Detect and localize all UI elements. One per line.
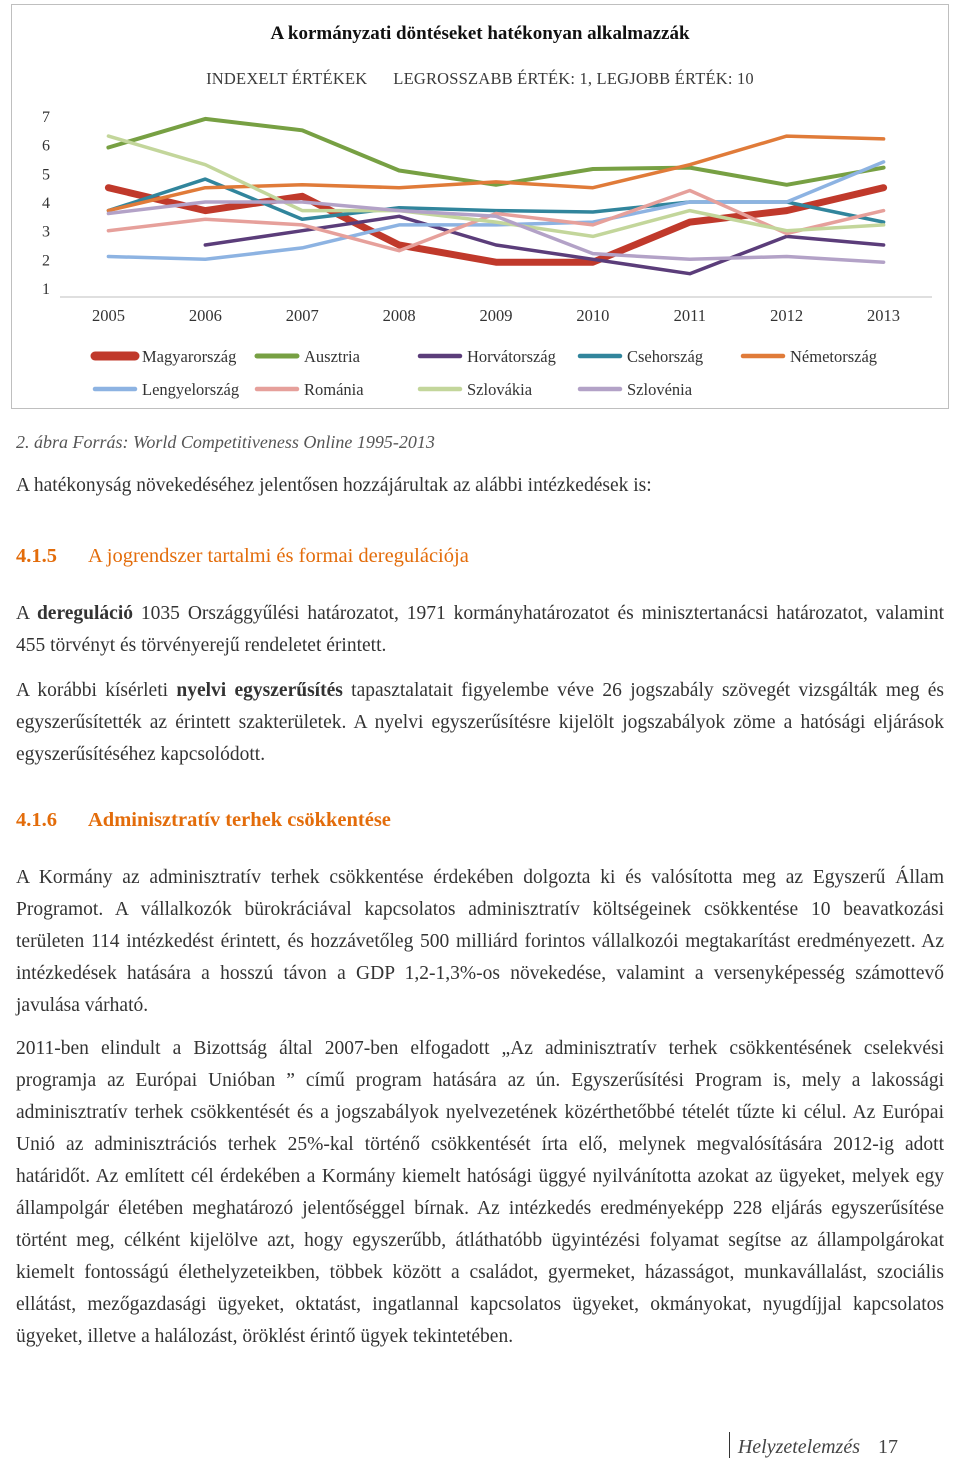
chart-subtitle-right: LEGROSSZABB ÉRTÉK: 1, LEGJOBB ÉRTÉK: 10 (393, 69, 754, 88)
footer-divider (729, 1432, 730, 1458)
legend-label: Németország (790, 347, 878, 366)
section-number: 4.1.6 (16, 809, 57, 831)
legend-label: Ausztria (304, 347, 360, 366)
section-heading-416 (16, 809, 391, 832)
paragraph-simple-state-program: A Kormány az adminisztratív terhek csökkentése érdekében dolgozta ki és valósította meg az Egyszerű Állam Programot. A vállalkozók bürokráciával kapcsolatos adminisztratív költségeinek csökkentése 10 beavatkozási területen 114 intézkedést érintett, és hozzávetőleg 500 milliárd forintos vállalkozói megtakarítást eredményezett. Az intézkedések hatására a hosszú távon a GDP 1,2-1,3%-os növekedése, valamint a versenyképesség számottevő javulása várható. (16, 867, 944, 1016)
figure-number: 2. (16, 432, 30, 452)
text-run: 1035 Országgyűlési határozatot, 1971 kormányhatározatot és minisztertanácsi határozatot, valamint 455 törvényt és törvényerejű rendeletet érintett. (16, 603, 944, 656)
bold-term: nyelvi egyszerűsítés (176, 680, 343, 701)
section-heading-415 (16, 545, 469, 568)
chart-subtitle-left: INDEXELT ÉRTÉKEK (206, 69, 368, 88)
legend-label: Horvátország (467, 347, 556, 366)
x-tick-label: 2011 (673, 306, 706, 325)
bold-term: dereguláció (36, 603, 133, 624)
chart-container (11, 4, 949, 409)
page-number: 17 (878, 1436, 898, 1458)
x-tick-label: 2010 (576, 306, 610, 325)
y-tick-label: 3 (42, 223, 50, 241)
paragraph-simplification-program: 2011-ben elindult a Bizottság által 2007-ben elfogadott „Az adminisztratív terhek csökkentésének cselekvési programja az Európai Unióban ” című program hatására az ún. Egyszerűsítési Program is, mely a lakossági adminisztratív terhek csökkentését és a jogszabályok nyelvezetének közérthetőbbé tételét tűzte ki célul. Az Európai Unió az adminisztrációs terhek 25%-kal történő csökkentését írta elő, melynek megvalósítására 2012-ig adott határidőt. Az említett cél érdekében a Kormány kiemelt hatósági üggyé nyilvánította azokat az ügyeket, melyek egy állampolgár életében meghatározó jelentőséggel bírnak. Az intézkedés eredményeképp 228 eljárás egyszerűsítése történt meg, célként kijelölve azt, hogy egyszerűbb, átláthatóbb ügyintézési folyamat segítse az állampolgárokat kiemelt fontosságú élethelyzeteikben, többek között a családot, gyermeket, házasságot, munkavállalást, szociális ellátást, mezőgazdasági ügyeket, oktatást, ingatlannal kapcsolatos ügyeket, okmányokat, nyugdíjjal kapcsolatos ügyeket, illetve a halálozást, öröklést érintő ügyek tekintetében. (16, 1038, 944, 1347)
x-tick-label: 2006 (188, 306, 222, 325)
legend-label: Szlovákia (467, 380, 533, 399)
figure-caption-text: ábra Forrás: World Competitiveness Online 1995-2013 (29, 432, 435, 452)
paragraph-language-simplification (16, 675, 944, 771)
x-tick-label: 2012 (770, 306, 804, 325)
y-tick-label: 1 (42, 281, 50, 298)
text-run: A korábbi kísérleti (16, 680, 177, 701)
x-tick-label: 2005 (91, 306, 125, 325)
chart-title: A kormányzati döntéseket hatékonyan alkalmazzák (270, 23, 690, 44)
y-tick-label: 7 (42, 109, 50, 126)
y-tick-label: 5 (42, 166, 50, 184)
x-tick-label: 2007 (285, 306, 319, 325)
legend-label: Lengyelország (142, 380, 240, 399)
x-tick-label: 2009 (479, 306, 513, 325)
intro-text: A hatékonyság növekedéséhez jelentősen hozzájárultak az alábbi intézkedések is: (16, 475, 652, 496)
footer-chapter-name: Helyzetelemzés (737, 1436, 860, 1458)
figure-caption (16, 432, 435, 453)
y-tick-label: 6 (42, 137, 50, 155)
legend-label: Szlovénia (627, 380, 693, 399)
legend-label: Csehország (627, 347, 704, 366)
x-tick-label: 2013 (867, 306, 901, 325)
paragraph-deregulation (16, 598, 944, 662)
legend-label: Magyarország (142, 347, 237, 366)
section-title: Adminisztratív terhek csökkentése (88, 809, 391, 831)
legend-label: Románia (304, 380, 364, 399)
line-chart (12, 5, 948, 408)
section-title: A jogrendszer tartalmi és formai deregulációja (88, 545, 469, 567)
text-run: tapasztalatait figyelembe véve 26 jogszabály szövegét vizsgálták meg és egyszerűsítették az érintett szakterületek. A nyelvi egyszerűsítésre kijelölt jogszabályok zöme a hatósági eljárások egyszerűsítéséhez kapcsolódott. (16, 680, 945, 765)
y-tick-label: 2 (42, 252, 50, 270)
page-footer (729, 1432, 898, 1459)
section-number: 4.1.5 (16, 545, 57, 567)
x-tick-label: 2008 (382, 306, 416, 325)
text-run: A (16, 603, 37, 624)
y-tick-label: 4 (42, 195, 50, 212)
